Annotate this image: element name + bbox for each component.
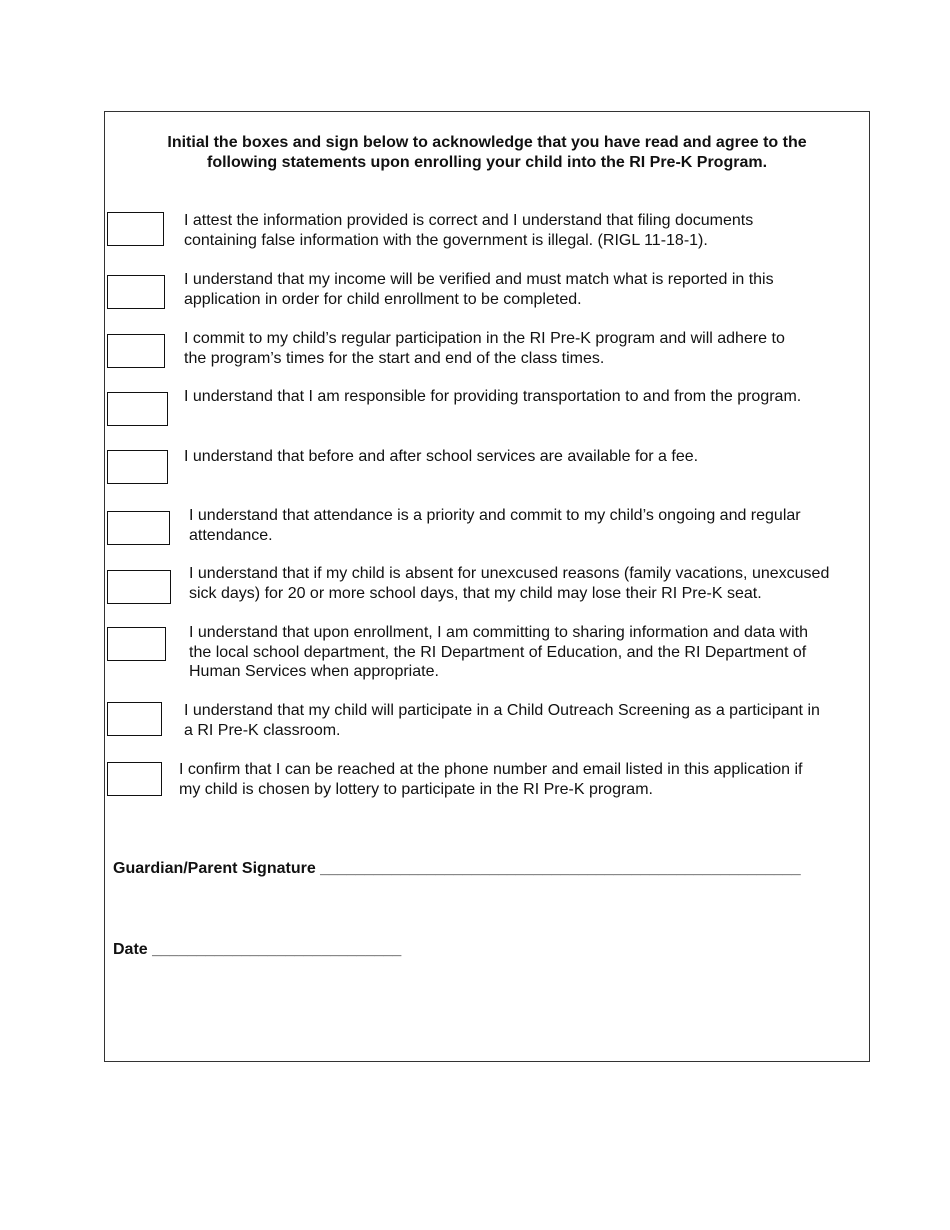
initial-box-2[interactable] xyxy=(107,275,165,309)
statement-3: I commit to my child’s regular participation in the RI Pre-K program and will adhere to the program’s times for the start and end of the class times. xyxy=(184,330,785,367)
initial-box-9[interactable] xyxy=(107,702,162,736)
form-heading: Initial the boxes and sign below to acknowledge that you have read and agree to the following statements upon enrolling your child into the RI Pre-K Program. xyxy=(167,134,807,171)
statement-6: I understand that attendance is a priority and commit to my child’s ongoing and regular attendance. xyxy=(189,507,801,544)
signature-line[interactable]: Guardian/Parent Signature ______________________________________________________ xyxy=(113,860,801,877)
initial-box-10[interactable] xyxy=(107,762,162,796)
initial-box-1[interactable] xyxy=(107,212,164,246)
initial-box-4[interactable] xyxy=(107,392,168,426)
statement-8: I understand that upon enrollment, I am committing to sharing information and data with the local school department, the RI Department of Education, and the RI Department of Human Services when appropriate. xyxy=(189,624,809,680)
statement-1: I attest the information provided is correct and I understand that filing documents containing false information with the government is illegal. (RIGL 11-18-1). xyxy=(184,212,754,249)
initial-box-6[interactable] xyxy=(107,511,170,545)
statement-10: I confirm that I can be reached at the phone number and email listed in this application if my child is chosen by lottery to participate in the RI Pre-K program. xyxy=(179,761,803,798)
statement-9: I understand that my child will participate in a Child Outreach Screening as a participant in a RI Pre-K classroom. xyxy=(184,702,820,739)
initial-box-7[interactable] xyxy=(107,570,171,604)
statement-4: I understand that I am responsible for providing transportation to and from the program. xyxy=(184,388,802,405)
initial-box-3[interactable] xyxy=(107,334,165,368)
initial-box-5[interactable] xyxy=(107,450,168,484)
statement-7: I understand that if my child is absent for unexcused reasons (family vacations, unexcused sick days) for 20 or more school days, that my child may lose their RI Pre-K seat. xyxy=(189,565,830,602)
date-line[interactable]: Date ____________________________ xyxy=(113,941,402,958)
statement-2: I understand that my income will be verified and must match what is reported in this application in order for child enrollment to be completed. xyxy=(184,271,774,308)
statement-5: I understand that before and after school services are available for a fee. xyxy=(184,448,699,465)
initial-box-8[interactable] xyxy=(107,627,166,661)
